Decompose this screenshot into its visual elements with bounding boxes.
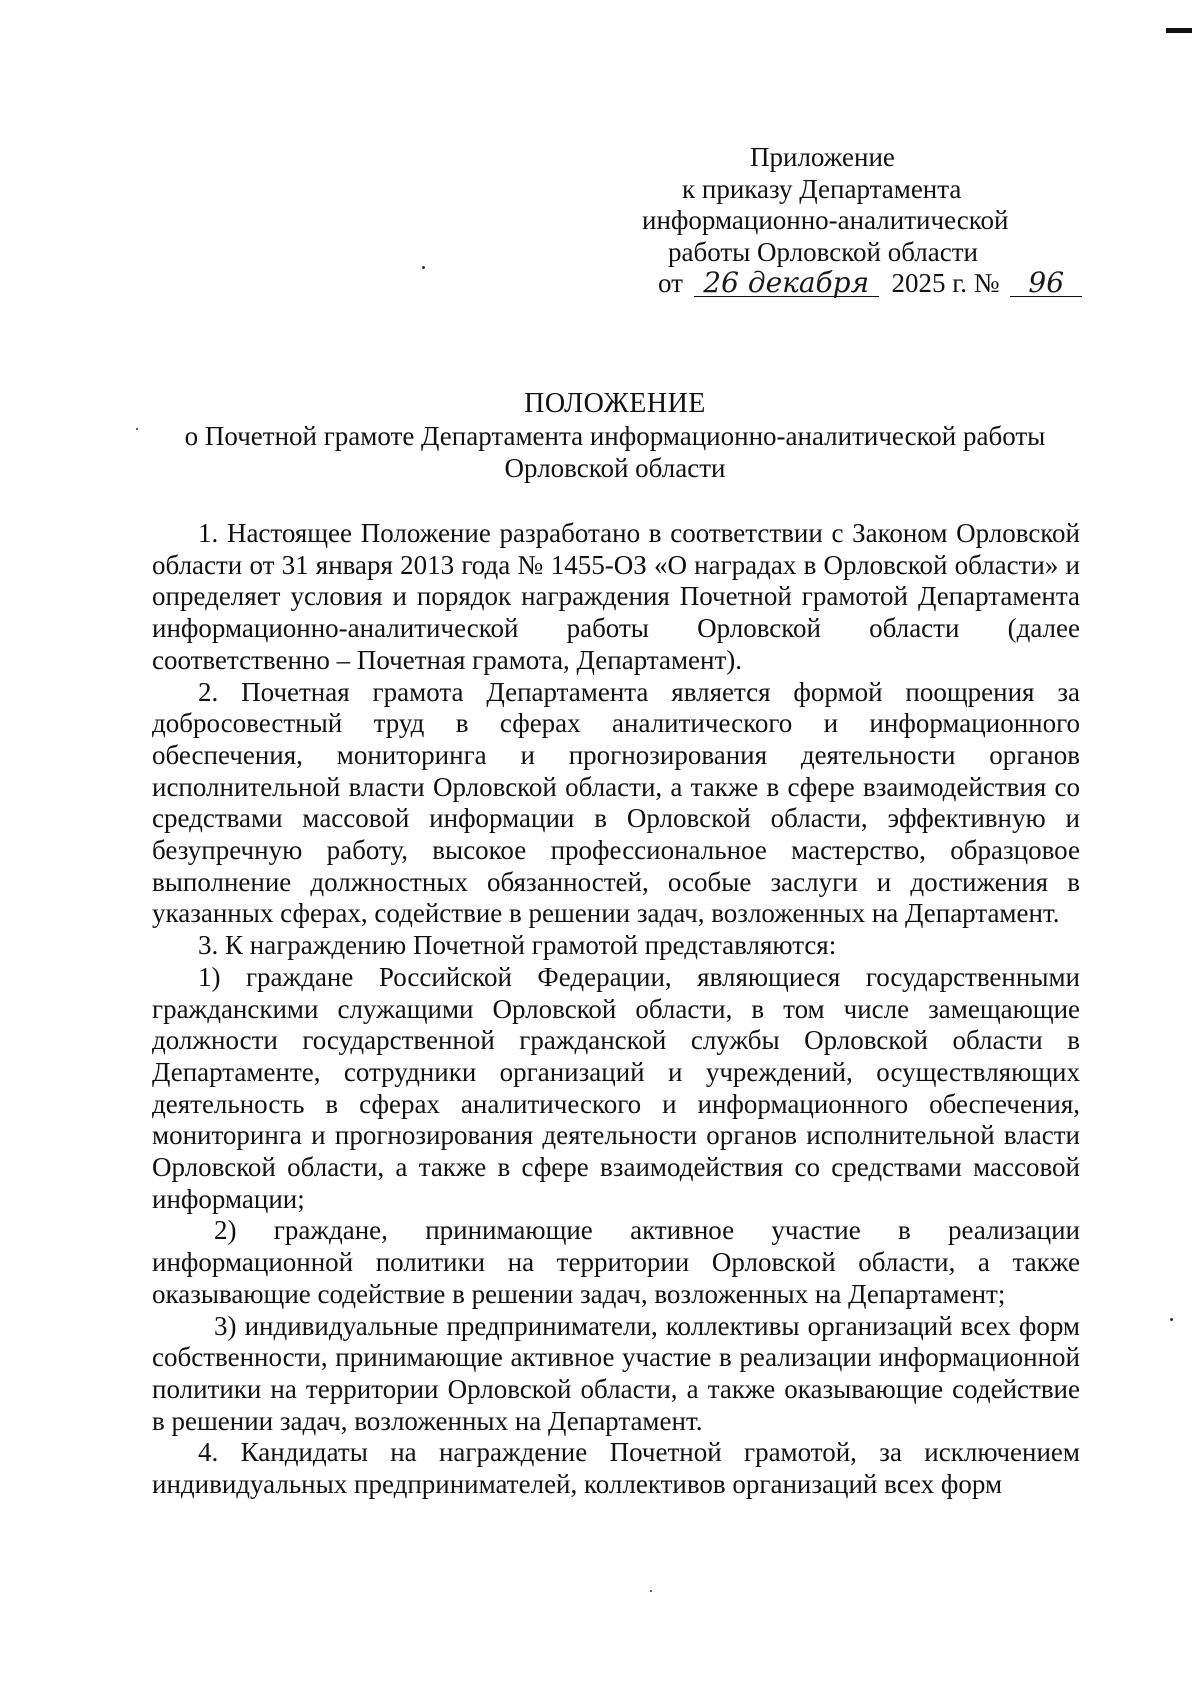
document-title [150, 388, 1080, 484]
paragraph-1: 1. Настоящее Положение разработано в соответствии с Законом Орловской области от 31 января 2013 года № 1455-ОЗ «О наградах в Орловской области» и определяет условия и порядок награждения Почетной грамотой Департамента информационно-аналитической работы Орловской области (далее соответственно – Почетная грамота, Департамент). [152, 518, 1080, 675]
document-body [152, 518, 1080, 1501]
paragraph-3-item-3: 3) индивидуальные предприниматели, коллективы организаций всех форм собственности, принимающие активное участие в реализации информационной политики на территории Орловской области, а также оказывающие содействие в решении задач, возложенных на Департамент. [152, 1310, 1080, 1436]
annex-department-line: информационно-аналитической [642, 205, 1009, 235]
annex-order-ref: к приказу Департамента [682, 173, 962, 204]
annex-date-line [640, 268, 1140, 300]
scan-speck [422, 266, 425, 269]
annex-from-label: от [658, 268, 683, 298]
paragraph-3: 3. К награждению Почетной грамотой представляются: [198, 930, 837, 961]
handwritten-number: 96 [1010, 270, 1082, 297]
paragraph-4: 4. Кандидаты на награждение Почетной грамотой, за исключением индивидуальных предпринимателей, коллективов организаций всех форм [152, 1437, 1080, 1500]
title-subheading: о Почетной грамоте Департамента информационно-аналитической работы Орловской области [184, 421, 1046, 483]
paragraph-3-item-2: 2) граждане, принимающие активное участие в реализации информационной политики на территории Орловской области, а также оказывающие содействие в решении задач, возложенных на Департамент; [152, 1215, 1080, 1309]
annex-region-line: работы Орловской области [668, 236, 978, 267]
scan-corner-mark [1166, 28, 1192, 33]
annex-header [640, 142, 1140, 300]
paragraph-2: 2. Почетная грамота Департамента является формой поощрения за добросовестный труд в сферах аналитического и информационного обеспечения, мониторинга и прогнозирования деятельности органов исполнительной власти Орловской области, а также в сфере взаимодействия со средствами массовой информации в Орловской области, эффективную и безупречную работу, высокое профессиональное мастерство, образцовое выполнение должностных обязанностей, особые заслуги и достижения в указанных сферах, содействие в решении задач, возложенных на Департамент. [152, 676, 1080, 929]
annex-title: Приложение [750, 142, 895, 172]
paragraph-3-item-1: 1) граждане Российской Федерации, являющиеся государственными гражданскими служащими Орловской области, в том числе замещающие должности государственной гражданской службы Орловской области в Департаменте, сотрудники организаций и учреждений, осуществляющих деятельность в сферах аналитического и информационного обеспечения, мониторинга и прогнозирования деятельности органов исполнительной власти Орловской области, а также в сфере взаимодействия со средствами массовой информации; [152, 961, 1080, 1214]
scan-speck [136, 428, 138, 430]
handwritten-date: 26 декабря [694, 270, 879, 297]
scan-speck [1170, 1318, 1173, 1321]
annex-year-label: 2025 г. № [891, 268, 1000, 298]
title-heading: ПОЛОЖЕНИЕ [524, 388, 706, 419]
scan-speck [650, 1590, 652, 1592]
